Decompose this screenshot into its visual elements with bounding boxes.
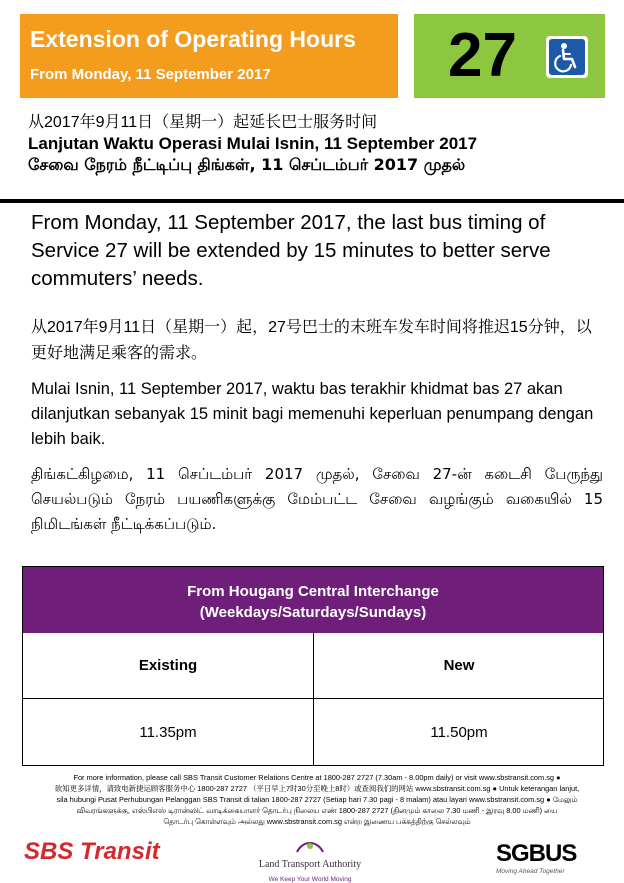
- sbs-transit-logo: SBS Transit: [24, 838, 160, 865]
- column-divider: [313, 633, 314, 765]
- header-banner: [20, 14, 398, 98]
- contact-footer: [30, 772, 604, 827]
- title-tamil: சேவை நேரம் நீட்டிப்பு திங்கள், 11 செப்டம்பர் 2017 முதல்: [28, 155, 466, 174]
- row-divider: [23, 698, 603, 699]
- footer-line: sila hubungi Pusat Perhubungan Pelanggan SBS Transit di talian 1800-287 2727 (Setiap hari 7.30 pagi - 8 malam) atau layari www.sbstransit.com.sg ● மேலும்: [56, 795, 578, 804]
- lta-name: Land Transport Authority: [258, 859, 362, 870]
- divider: [0, 199, 624, 203]
- announcement-malay: Mulai Isnin, 11 September 2017, waktu bas terakhir khidmat bas 27 akan dilanjutkan sebanyak 15 minit bagi memenuhi keperluan penumpang dengan lebih baik.: [31, 380, 594, 448]
- table-header-origin: From Hougang Central Interchange: [187, 583, 439, 600]
- new-last-bus-time: 11.50pm: [430, 724, 488, 741]
- timing-table: [22, 566, 604, 766]
- notice-subtitle: From Monday, 11 September 2017: [30, 66, 271, 83]
- announcement-english: From Monday, 11 September 2017, the last bus timing of Service 27 will be extended by 15 minutes to better serve commuters’ needs.: [31, 211, 551, 290]
- notice-title: Extension of Operating Hours: [30, 26, 356, 52]
- footer-line: 欲知更多详情，请致电新捷运顾客服务中心 1800-287 2727 （平日早上7时30分至晚上8时）或查阅我们的网站 www.sbstransit.com.sg ● Untuk keterangan lanjut,: [54, 784, 580, 793]
- lta-logo: [250, 840, 370, 883]
- sgbus-tagline: Moving Ahead Together: [496, 868, 565, 875]
- lta-emblem-icon: [295, 840, 325, 854]
- table-header: [23, 567, 603, 633]
- footer-line: For more information, please call SBS Transit Customer Relations Centre at 1800-287 2727 (7.30am - 8.00pm daily) or visit www.sbstransit.com.sg ●: [73, 773, 561, 782]
- column-header-existing: Existing: [138, 657, 198, 674]
- footer-line: தொடர்பு கொள்ளவும் அல்லது www.sbstransit.com.sg என்ற இணைய பக்கத்திற்கு செல்லவும்: [163, 817, 471, 826]
- table-header-days: (Weekdays/Saturdays/Sundays): [199, 604, 427, 621]
- route-number: 27: [448, 21, 517, 90]
- sgbus-wordmark: SGBUS: [496, 840, 577, 867]
- existing-last-bus-time: 11.35pm: [139, 724, 197, 741]
- sgbus-logo: [496, 840, 576, 875]
- announcement-tamil: திங்கட்கிழமை, 11 செப்டம்பர் 2017 முதல், சேவை 27-ன் கடைசி பேருந்து செயல்படும் நேரம் பயணிகளுக்கு மேம்பட்ட சேவை வழங்கும் வகையில் 15 நிமிடங்கள் நீட்டிக்கப்படும்.: [31, 465, 603, 533]
- column-header-new: New: [443, 657, 475, 674]
- title-malay: Lanjutan Waktu Operasi Mulai Isnin, 11 September 2017: [28, 134, 478, 153]
- route-badge: [414, 14, 605, 98]
- announcement-chinese: 从2017年9月11日（星期一）起，27号巴士的末班车发车时间将推迟15分钟，以更好地满足乘客的需求。: [31, 319, 592, 362]
- lta-tagline: We Keep Your World Moving: [268, 876, 352, 883]
- multilingual-titles: [28, 112, 477, 175]
- title-chinese: 从2017年9月11日（星期一）起延长巴士服务时间: [28, 114, 378, 131]
- wheelchair-icon: [546, 36, 588, 78]
- footer-line: விவரங்களுக்கு, எஸ்பிஎஸ் டிரான்ஸிட் வாடிக்கையாளர் தொடர்பு நிலைய எண் 1800-287 2727 (தினமும் காலை 7.30 மணி - இரவு 8.00 மணி) யை: [76, 806, 558, 815]
